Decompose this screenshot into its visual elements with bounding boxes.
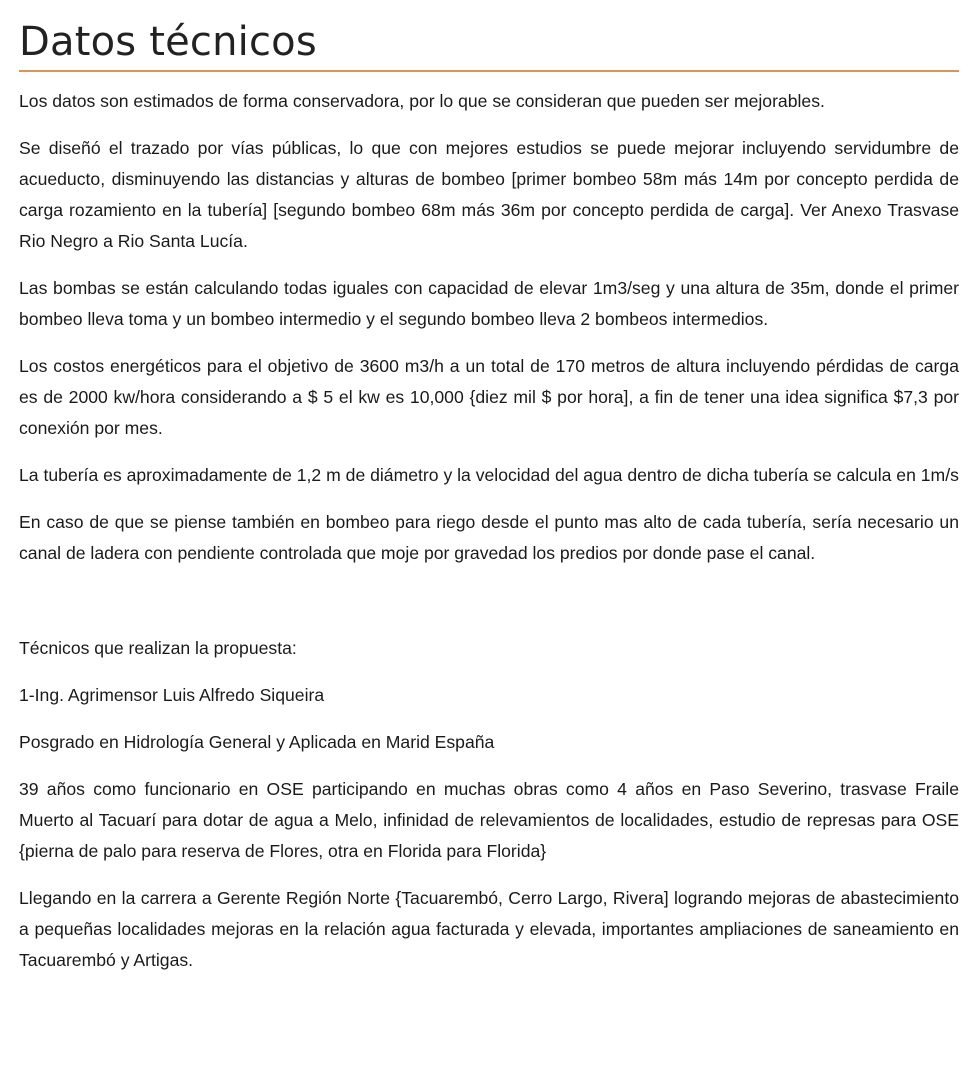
paragraph-irrigation: En caso de que se piense también en bombeo para riego desde el punto mas alto de cada tubería, sería necesario un canal de ladera con pendiente controlada que moje por gravedad los predios por donde pase el canal.: [19, 512, 959, 563]
technician-degree: Posgrado en Hidrología General y Aplicada en Marid España: [19, 732, 495, 752]
page-title: Datos técnicos: [19, 19, 317, 65]
document-page: [19, 14, 959, 992]
paragraph-pipe: La tubería es aproximadamente de 1,2 m de diámetro y la velocidad del agua dentro de dicha tubería se calcula en 1m/s: [19, 465, 959, 485]
technician-career: 39 años como funcionario en OSE participando en muchas obras como 4 años en Paso Severino, trasvase Fraile Muerto al Tacuarí para dotar de agua a Melo, infinidad de relevamientos de localidades, estudio de represas para OSE {pierna de palo para reserva de Flores, otra en Florida para Florida}: [19, 779, 959, 861]
paragraph-pumps: Las bombas se están calculando todas iguales con capacidad de elevar 1m3/seg y una altura de 35m, donde el primer bombeo lleva toma y un bombeo intermedio y el segundo bombeo lleva 2 bombeos intermedios.: [19, 278, 959, 329]
technician-management: Llegando en la carrera a Gerente Región Norte {Tacuarembó, Cerro Largo, Rivera] logrando mejoras de abastecimiento a pequeñas localidades mejoras en la relación agua facturada y elevada, importantes ampliaciones de saneamiento en Tacuarembó y Artigas.: [19, 888, 959, 970]
title-underline: [19, 70, 959, 72]
section-spacer: [19, 585, 959, 633]
paragraph-intro: Los datos son estimados de forma conservadora, por lo que se consideran que pueden ser mejorables.: [19, 91, 825, 111]
technicians-heading: Técnicos que realizan la propuesta:: [19, 638, 297, 658]
technician-name: 1-Ing. Agrimensor Luis Alfredo Siqueira: [19, 685, 325, 705]
paragraph-route: Se diseñó el trazado por vías públicas, lo que con mejores estudios se puede mejorar incluyendo servidumbre de acueducto, disminuyendo las distancias y alturas de bombeo [primer bombeo 58m más 14m por concepto perdida de carga rozamiento en la tubería] [segundo bombeo 68m más 36m por concepto perdida de carga]. Ver Anexo Trasvase Rio Negro a Rio Santa Lucía.: [19, 138, 959, 251]
paragraph-energy-costs: Los costos energéticos para el objetivo de 3600 m3/h a un total de 170 metros de altura incluyendo pérdidas de carga es de 2000 kw/hora considerando a $ 5 el kw es 10,000 {diez mil $ por hora], a fin de tener una idea significa $7,3 por conexión por mes.: [19, 356, 959, 438]
